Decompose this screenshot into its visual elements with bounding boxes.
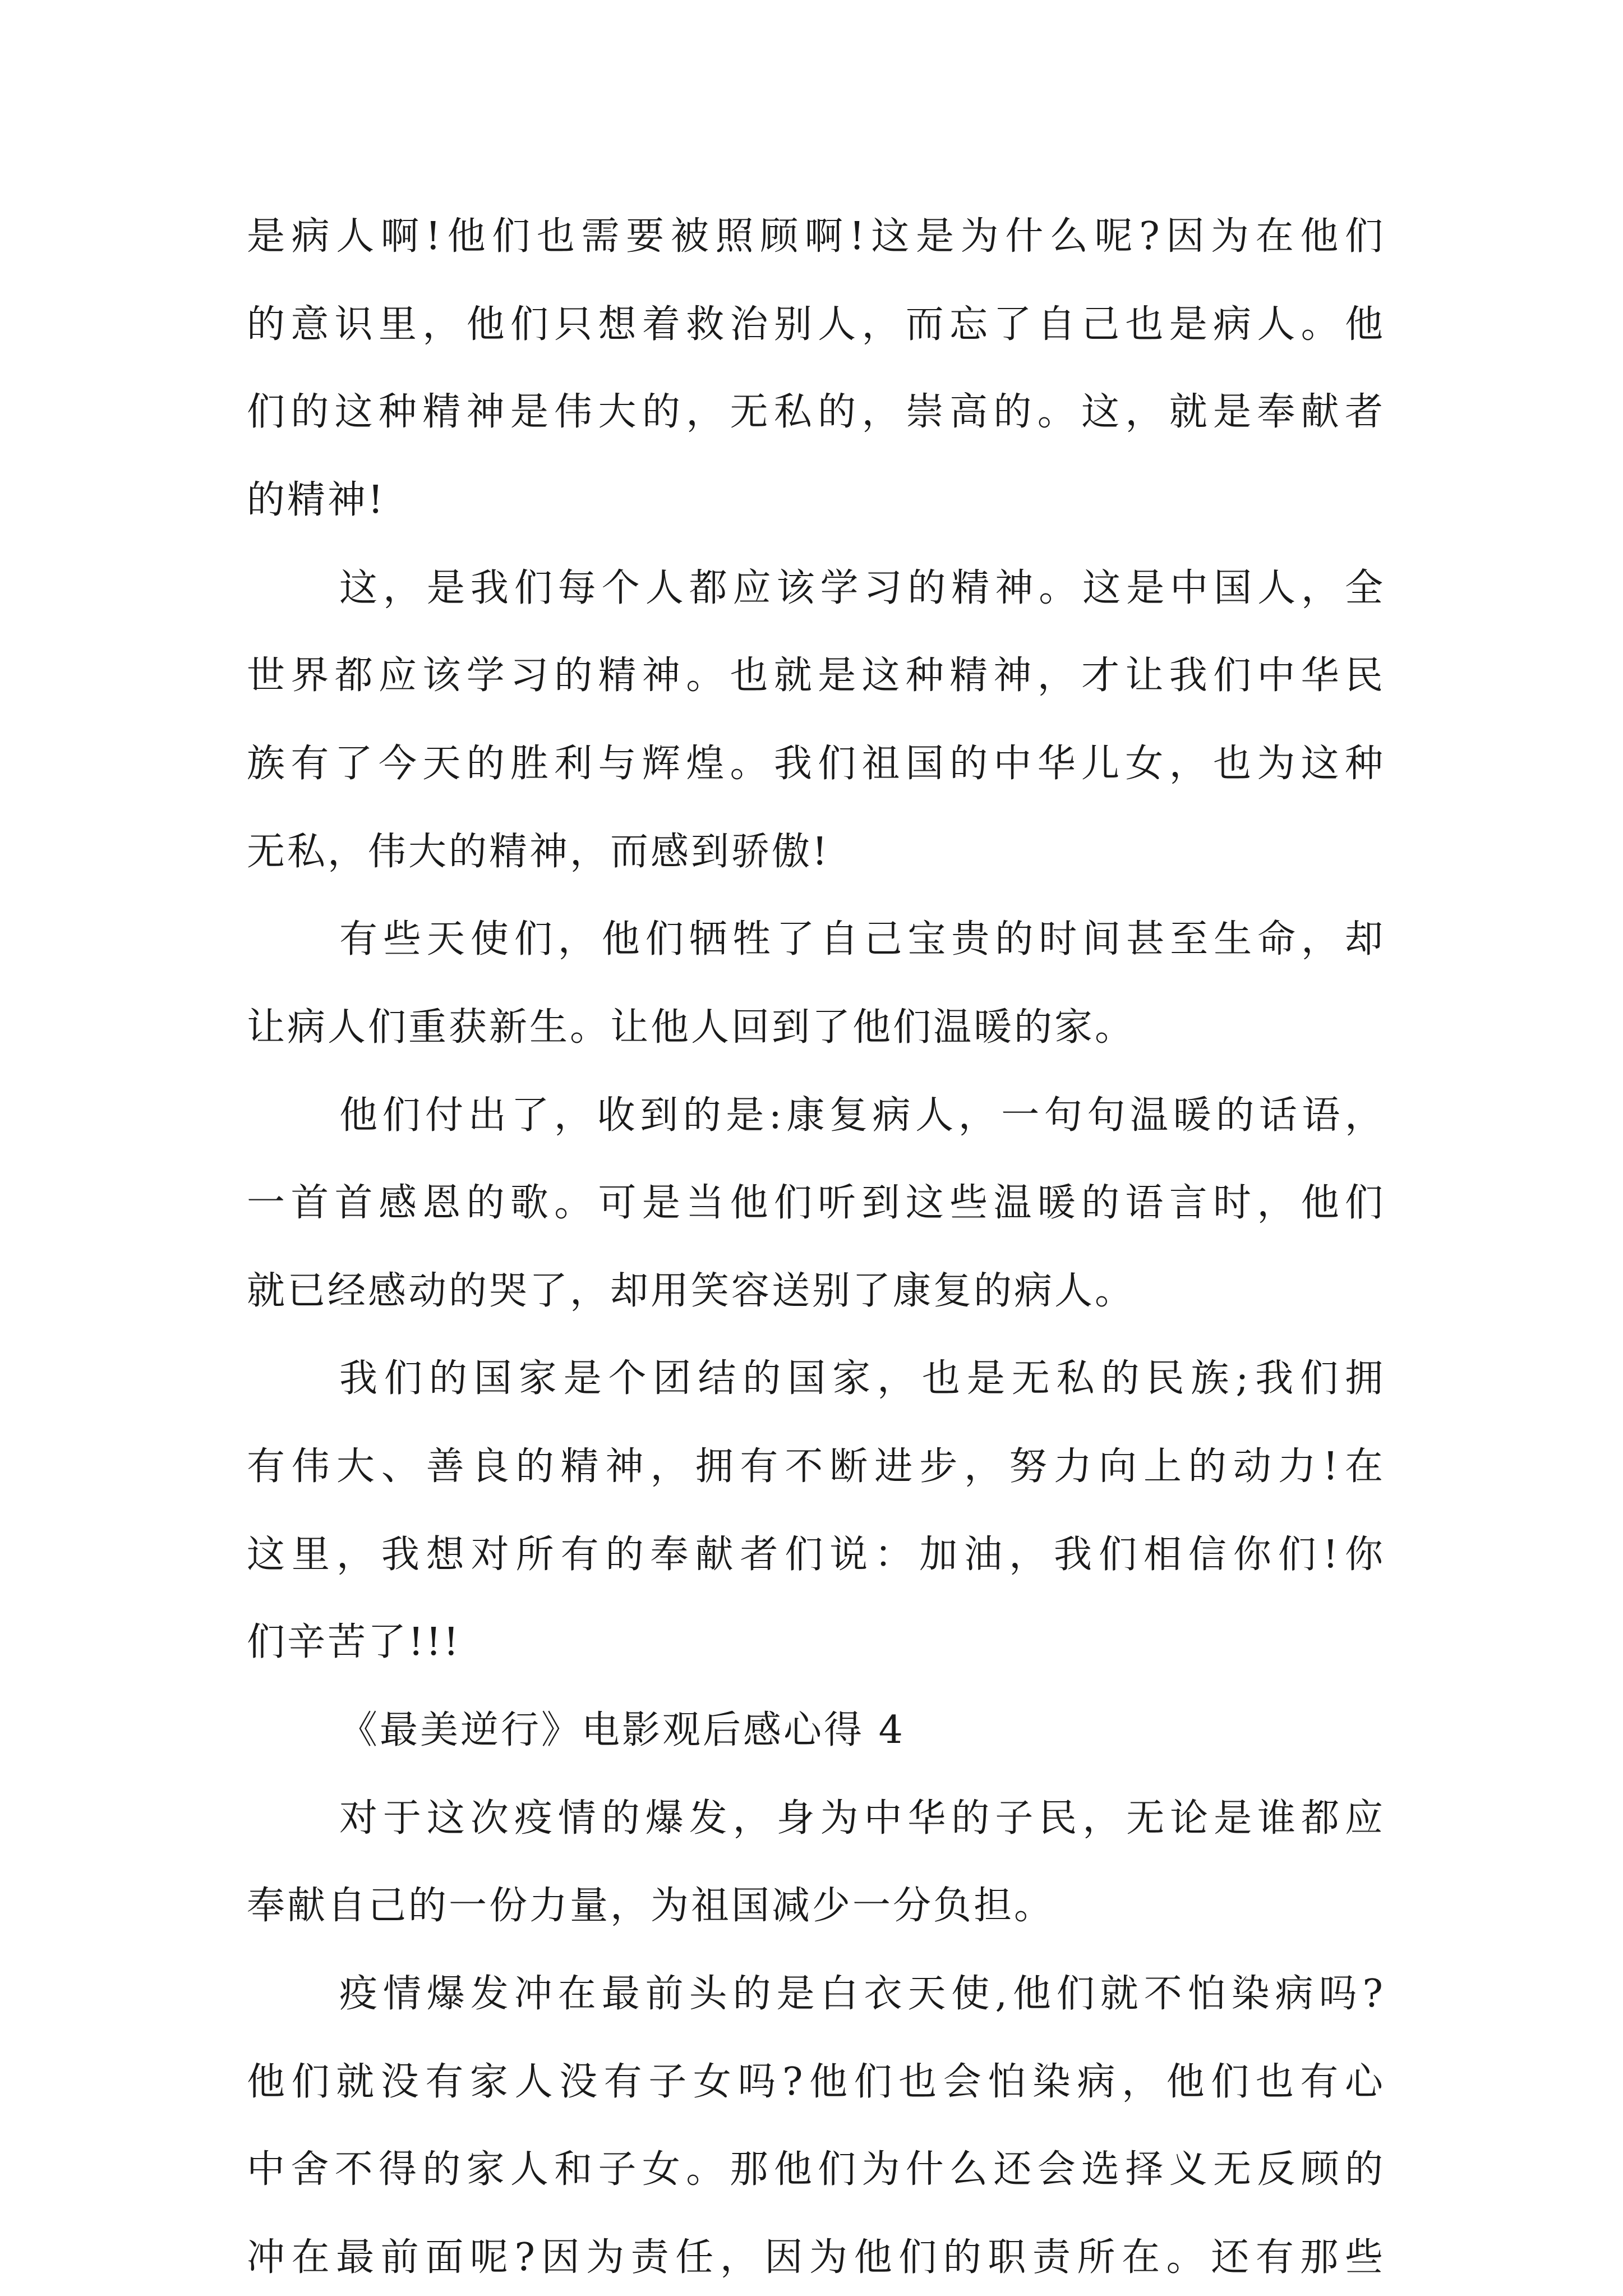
text-line: 这里，我想对所有的奉献者们说：加油，我们相信你们!你: [247, 1533, 1385, 1577]
text-line: 族有了今天的胜利与辉煌。我们祖国的中华儿女，也为这种: [247, 742, 1385, 786]
text-line: 冲在最前面呢?因为责任，因为他们的职责所在。还有那些: [247, 2235, 1385, 2280]
text-line: 无私，伟大的精神，而感到骄傲!: [247, 830, 830, 874]
text-line: 世界都应该学习的精神。也就是这种精神，才让我们中华民: [247, 654, 1385, 698]
text-line: 中舍不得的家人和子女。那他们为什么还会选择义无反顾的: [247, 2147, 1385, 2192]
text-line: 他们就没有家人没有子女吗?他们也会怕染病，他们也有心: [247, 2060, 1385, 2104]
paragraph-first-line: 疫情爆发冲在最前头的是白衣天使,他们就不怕染病吗?: [339, 1972, 1385, 2016]
text-line: 有伟大、善良的精神，拥有不断进步，努力向上的动力!在: [247, 1444, 1385, 1489]
paragraph-first-line: 这，是我们每个人都应该学习的精神。这是中国人，全: [339, 566, 1385, 610]
text-line: 奉献自己的一份力量，为祖国减少一分负担。: [247, 1884, 1055, 1928]
text-line: 是病人啊!他们也需要被照顾啊!这是为什么呢?因为在他们: [247, 214, 1385, 259]
text-line: 的意识里，他们只想着救治别人，而忘了自己也是病人。他: [247, 302, 1385, 347]
text-line: 们的这种精神是伟大的，无私的，崇高的。这，就是奉献者: [247, 390, 1385, 434]
paragraph-first-line: 有些天使们，他们牺牲了自己宝贵的时间甚至生命，却: [339, 917, 1385, 961]
text-line: 一首首感恩的歌。可是当他们听到这些温暖的语言时，他们: [247, 1181, 1385, 1225]
text-line: 们辛苦了!!!: [247, 1620, 461, 1664]
paragraph-first-line: 对于这次疫情的爆发，身为中华的子民，无论是谁都应: [339, 1796, 1385, 1841]
paragraph-first-line: 我们的国家是个团结的国家，也是无私的民族;我们拥: [339, 1356, 1385, 1401]
paragraph-first-line: 他们付出了，收到的是:康复病人，一句句温暖的话语，: [339, 1093, 1385, 1138]
text-line: 让病人们重获新生。让他人回到了他们温暖的家。: [247, 1005, 1136, 1050]
text-line: 的精神!: [247, 478, 386, 522]
text-line: 就已经感动的哭了，却用笑容送别了康复的病人。: [247, 1269, 1136, 1313]
section-heading: 《最美逆行》电影观后感心得 4: [339, 1708, 905, 1752]
